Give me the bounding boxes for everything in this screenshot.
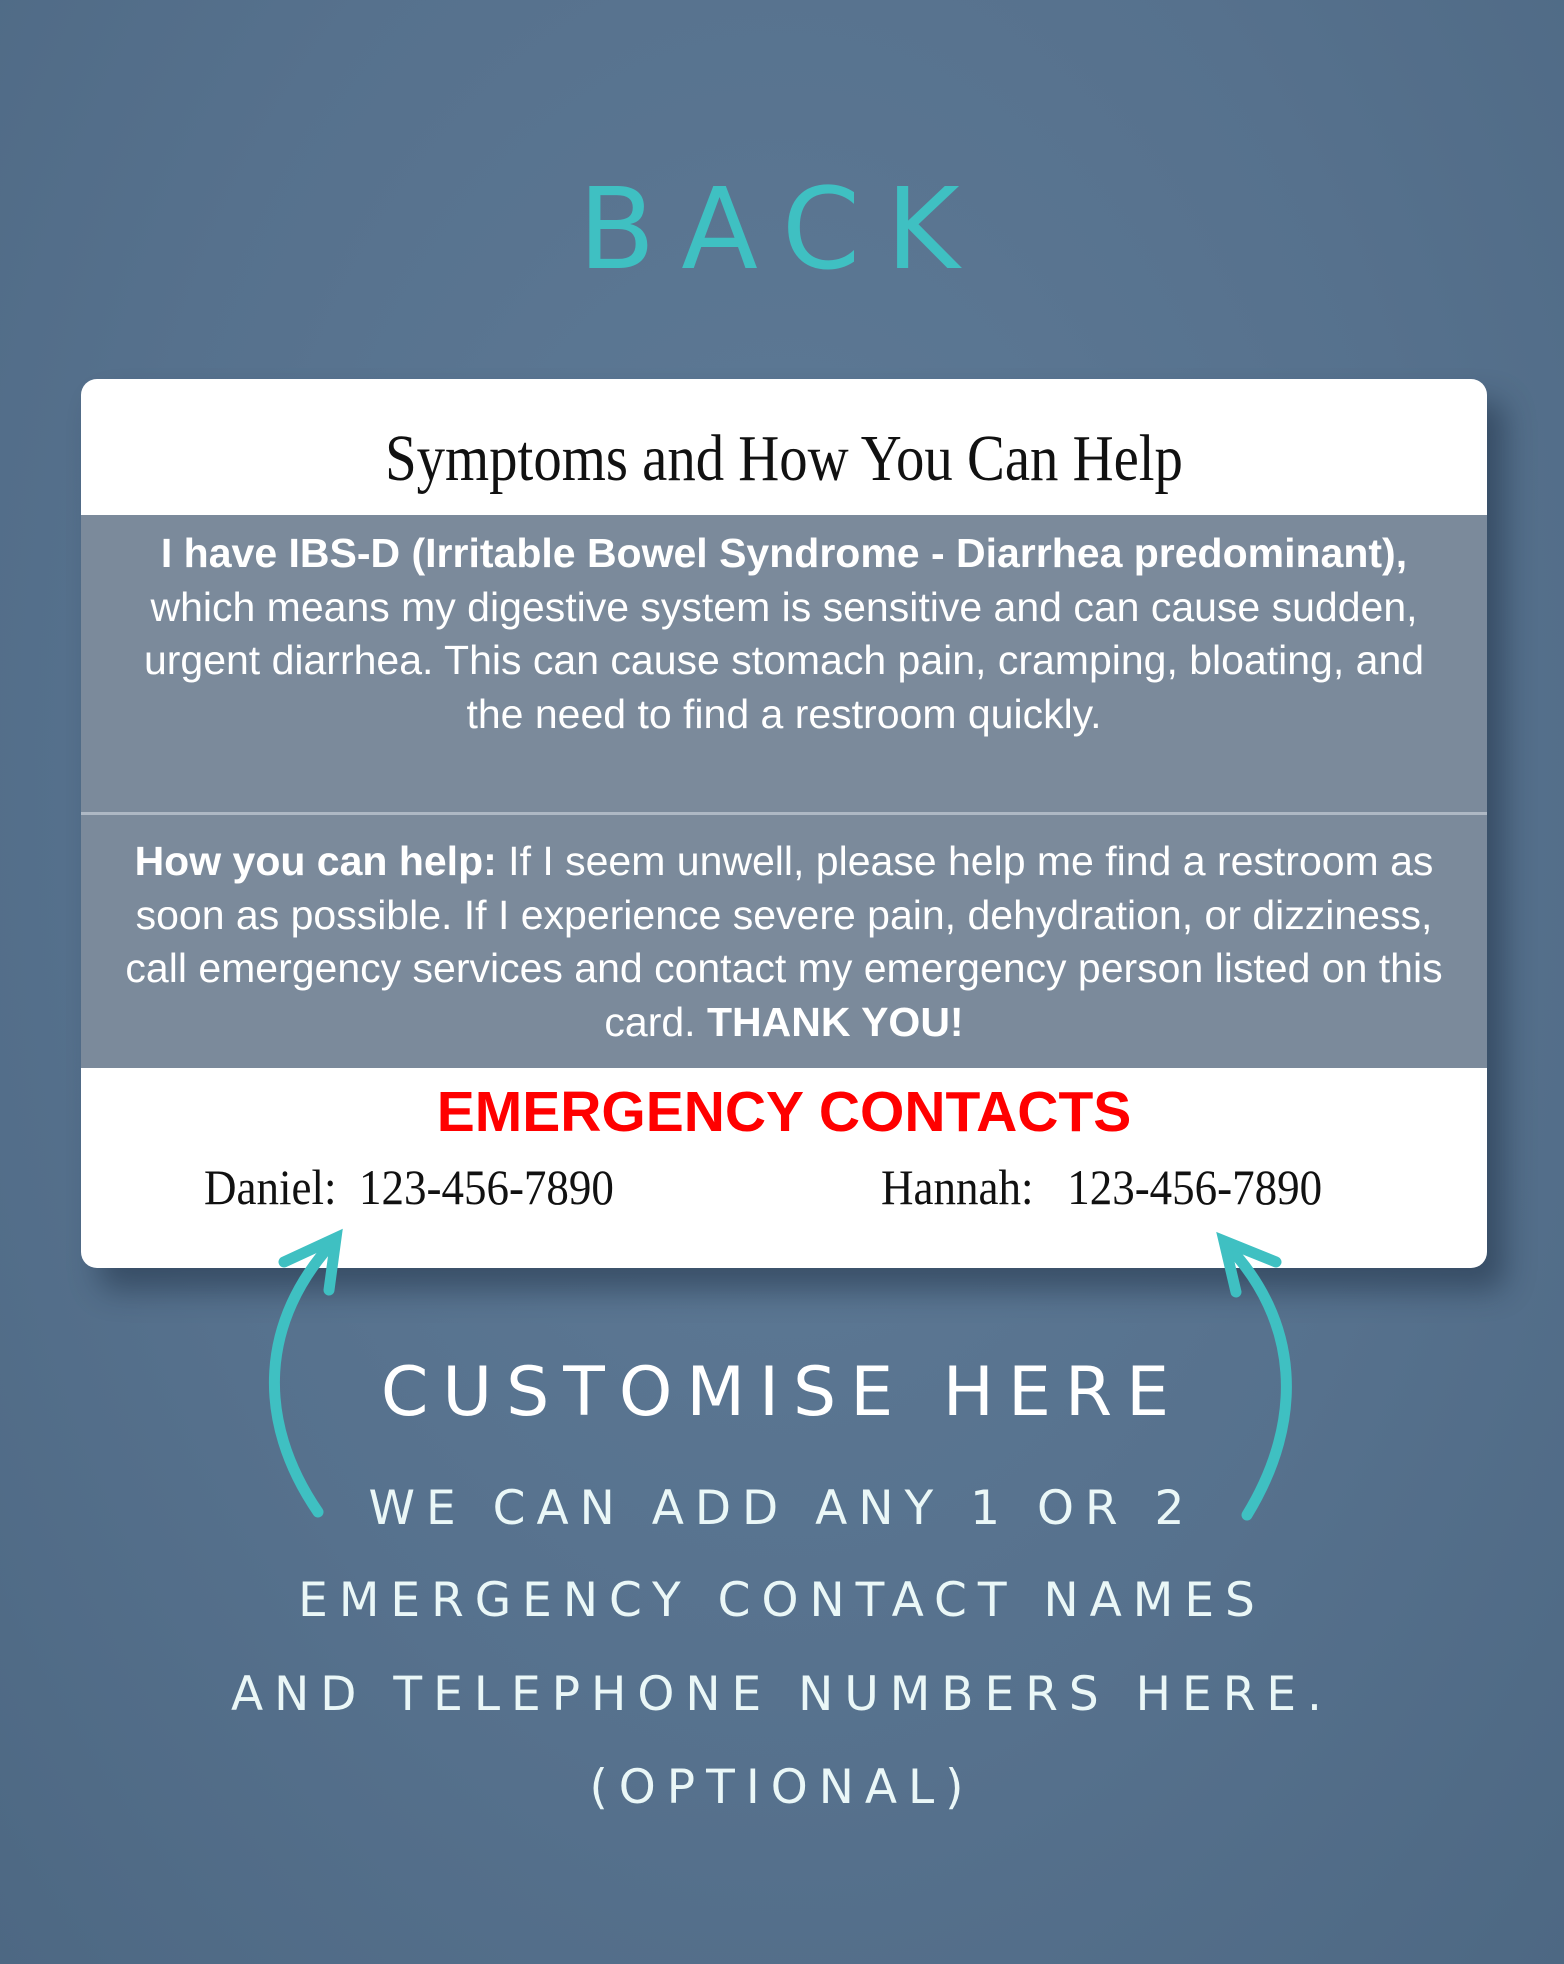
contact-name: Hannah: — [881, 1159, 1034, 1215]
thank-you: THANK YOU! — [706, 998, 964, 1045]
help-bold: How you can help: — [134, 838, 497, 884]
help-text: If I seem unwell, please help me find a restroom as soon as possible. If I experience severe pain, dehydration, or dizziness, call emergency services and contact my emergency person listed on this card. — [125, 838, 1443, 1045]
back-heading: BACK — [578, 165, 986, 295]
contact-phone: 123-456-7890 — [1067, 1159, 1323, 1215]
contact-phone: 123-456-7890 — [358, 1159, 614, 1215]
note-line: AND TELEPHONE NUMBERS HERE. — [230, 1667, 1333, 1722]
card-title: Symptoms and How You Can Help — [385, 422, 1183, 495]
condition-text: which means my digestive system is sensitive and can cause sudden, urgent diarrhea. This can cause stomach pain, cramping, bloating, and the need to find a restroom quickly. — [143, 583, 1425, 737]
condition-bold: I have IBS-D (Irritable Bowel Syndrome - Diarrhea predominant), — [160, 530, 1408, 576]
note-line: (OPTIONAL) — [589, 1760, 975, 1815]
emergency-contacts-heading: EMERGENCY CONTACTS — [436, 1080, 1132, 1144]
note-line: EMERGENCY CONTACT NAMES — [298, 1573, 1266, 1628]
customise-title: CUSTOMISE HERE — [380, 1353, 1184, 1432]
note-line: WE CAN ADD ANY 1 OR 2 — [368, 1481, 1196, 1536]
contact-name: Daniel: — [204, 1159, 337, 1215]
